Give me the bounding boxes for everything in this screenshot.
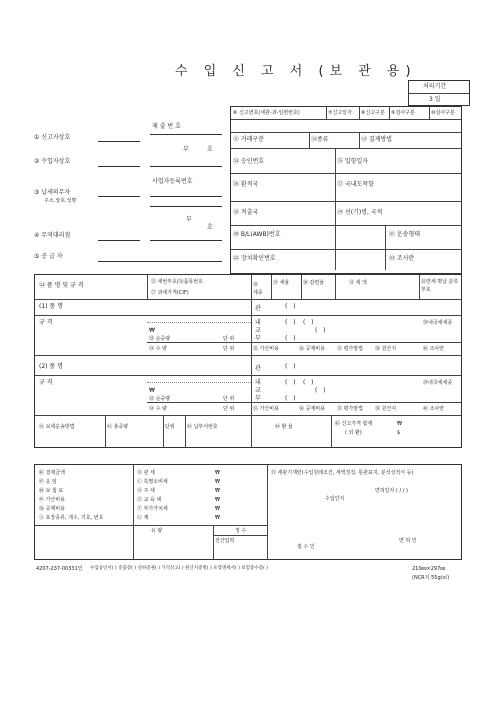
liquor-tax-label: Ⓓ 주 세 bbox=[137, 488, 155, 494]
item2-name: (2) 품 명 bbox=[39, 363, 63, 370]
currency-label: ( 외 환) bbox=[345, 430, 362, 436]
ho2-label: 호 bbox=[207, 224, 213, 231]
taxpayer-label: ③ 납세의무자 bbox=[34, 189, 71, 196]
paper-spec: (NCR지 55g/㎡) bbox=[412, 575, 450, 581]
taxpayer-sub-label: 주소.상호.성명 bbox=[44, 198, 77, 204]
item1-deduct-cost: ㊱ 공제비용 bbox=[299, 346, 325, 352]
domestic-port-label: ⑰ 국내도착항 bbox=[337, 181, 374, 188]
item1-bu: 부 bbox=[255, 335, 261, 342]
item1-research: ㊵ 조사란 bbox=[423, 346, 445, 352]
inspection-label: ㉓ 조사란 bbox=[389, 255, 415, 262]
won-3: ₩ bbox=[215, 488, 220, 494]
processing-period-box bbox=[408, 80, 470, 106]
declaration-no-label: ⑥ 신고번호(세관-과-일련번호) bbox=[233, 110, 300, 116]
vessel-label: ⑲ 선(기)명, 국적 bbox=[337, 209, 383, 216]
item2-gwan: 관 bbox=[255, 365, 261, 372]
item2-add-cost: ㉟ 가산비용 bbox=[253, 406, 279, 412]
rate-header: ㉙ 세율 bbox=[273, 280, 290, 286]
kind-label: ⑫종류 bbox=[311, 136, 329, 143]
tax-kind-header: ㉘ 세종 bbox=[253, 282, 263, 296]
page-title: 수 입 신 고 서 (보 관 용) bbox=[175, 64, 417, 79]
remarks-label: Ⓗ 세관기재란(수입원래조건, 세액징징, 통관표지, 분석성적서 등) bbox=[271, 470, 414, 476]
payment-method-label: ⑬ 결제방법 bbox=[361, 136, 393, 143]
education-tax-label: Ⓔ 교 육 세 bbox=[137, 497, 162, 503]
won-6: ₩ bbox=[215, 515, 220, 521]
item1-spec: 규 격 bbox=[39, 319, 53, 326]
item2-bu: 부 bbox=[255, 395, 261, 402]
inspection-type-label: ⑨검사구분 bbox=[391, 110, 415, 116]
paper-size: 210㎜×297㎜ bbox=[412, 566, 446, 572]
item2-nae: 내 bbox=[255, 379, 261, 386]
item2-go: 교 bbox=[255, 387, 261, 394]
item1-origin: ㊳ 원산지 bbox=[375, 346, 397, 352]
item1-go: 교 bbox=[255, 327, 261, 334]
item2-unit2: 단 위 bbox=[223, 406, 235, 412]
importer-label: ② 수입자상호 bbox=[34, 158, 71, 165]
declaration-type-label: ⑧신고구분 bbox=[361, 110, 385, 116]
item2-domestic-tax: ㊴내국세세종 bbox=[423, 380, 453, 386]
item2-research: ㊵ 조사란 bbox=[423, 406, 445, 412]
item2-eval: ㊲ 평가방법 bbox=[337, 406, 363, 412]
add-cost-label: ㊾ 가산비용 bbox=[39, 497, 65, 503]
won-4: ₩ bbox=[215, 497, 220, 503]
won-5: ₩ bbox=[215, 506, 220, 512]
item1-gwan: 관 bbox=[255, 305, 261, 312]
origin-country-label: ⑯ 환적국 bbox=[233, 181, 259, 188]
weight-unit-label: 단위 bbox=[165, 424, 175, 430]
reduction-header: ㉚ 감면율 bbox=[303, 280, 325, 286]
items-table: ㉔ 품 명 및 규 격 ㉕ 세번부호/㉖품목번호 ㉗ 과세가격(CIF) ㉘ 세종 ㉙ 세율 ㉚ 감면율 ㉛ 세 액 ㉜면세·명납 분류부호 (1) 품 명 관 ( ) 규 격 내 ( ) ( ) ㊴내국세세종 ₩ 교 ( ) ㉝ 순중량 단 위 부 ( ) ㉞ 수 량 단 위 ㉟ 가산비용 ㊱ 공제비용 ㊲ 평가방법 ㊳ 원산지 ㊵ 조사란 (2) 품 명 관 ( ) 규 격 내 ( ) ( ) ㊴내국세세종 ₩ 교 ( ) ㉝ 순중량 단 위 부 ( ) ㉞ 수 량 단 위 ㉟ 가산비용 ㊱ 공제비용 ㊲ 평가방법 ㊳ 원산지 ㊵ 조사란 ㊶ 보세운송방법 ㊷ 총중량 단위 ㊸ 납부서번호 ㊹ 환 율 ㊺ 신고가격 합계 ( 외 환) ₩ $ bbox=[34, 274, 462, 448]
agent-label: ④ 무역대리점 bbox=[34, 232, 71, 239]
submit-no-label: 제 출 번 호 bbox=[152, 123, 181, 130]
won-1: ₩ bbox=[215, 470, 220, 476]
freight-label: ㊼ 운 임 bbox=[39, 479, 57, 485]
won-sign: ₩ bbox=[397, 421, 402, 427]
bu2-label: 부 bbox=[186, 216, 192, 223]
deduct-cost-label: ㊿ 공제비용 bbox=[39, 506, 65, 512]
won-2: ₩ bbox=[215, 479, 220, 485]
tax-remarks-table bbox=[34, 464, 462, 560]
item1-name: (1) 품 명 bbox=[39, 303, 63, 310]
transport-label: ㉑ 운송형태 bbox=[389, 231, 421, 238]
item1-won: ₩ bbox=[149, 327, 155, 334]
vat-label: Ⓕ 부가가치세 bbox=[137, 506, 168, 512]
price-header: ㉗ 과세가격(CIF) bbox=[151, 290, 189, 296]
item1-eval: ㊲ 평가방법 bbox=[337, 346, 363, 352]
settle-amount-label: ㊻ 결제금액 bbox=[39, 470, 65, 476]
form-code: 4207-237-00331인 bbox=[36, 566, 83, 572]
item2-spec: 규 격 bbox=[39, 379, 53, 386]
computer-input-label: 전산입력 bbox=[215, 538, 235, 544]
item1-add-cost: ㉟ 가산비용 bbox=[253, 346, 279, 352]
tax-payment-no-label: ㊸ 납부서번호 bbox=[187, 424, 218, 430]
supplier-label: ⑤ 공 급 자 bbox=[34, 253, 63, 260]
period-value: 3 일 bbox=[429, 96, 441, 103]
item2-unit1: 단 위 bbox=[223, 396, 235, 402]
item1-unit2: 단 위 bbox=[223, 346, 235, 352]
ho-label: 호 bbox=[207, 146, 213, 153]
declared-total-label: ㊺ 신고가격 합계 bbox=[335, 421, 373, 427]
item1-nae: 내 bbox=[255, 319, 261, 326]
notice-label: 유 량 bbox=[151, 528, 163, 534]
item2-qty: ㉞ 수 량 bbox=[149, 406, 167, 412]
license-date-label: 면허일자 ( / / ) bbox=[375, 488, 408, 494]
item2-won: ₩ bbox=[149, 387, 155, 394]
exchange-rate-label: ㊹ 환 율 bbox=[275, 424, 293, 430]
biz-reg-no-label: 사업자등록번호 bbox=[152, 178, 193, 185]
exempt-header: ㉜면세·명납 분류부호 bbox=[421, 279, 459, 293]
correct-label: 정 수 bbox=[235, 528, 247, 534]
declaration-date-label: ⑦신고일자 bbox=[328, 110, 352, 116]
loading-country-label: ⑱ 적출국 bbox=[233, 209, 259, 216]
period-label: 처리기간 bbox=[423, 83, 447, 90]
attached-docs: 수입승인서( ) 송품장( ) 선하증권( ) 가격신고( ) 원산지증명( ) 포장명세서( ) 보험증수증( ) bbox=[90, 566, 268, 571]
item1-domestic-tax: ㊴내국세세종 bbox=[423, 320, 453, 326]
declaration-info-table bbox=[230, 106, 462, 274]
bl-no-label: ⑳ B/L(AWB)번호 bbox=[233, 231, 281, 238]
packing-label: Ⓐ 포장종류, 개수, 기호, 번호 bbox=[39, 515, 104, 521]
item2-origin: ㊳ 원산지 bbox=[375, 406, 397, 412]
trade-type-label: ⑪ 거래구분 bbox=[233, 136, 265, 143]
receipt-stamp-label: 수입인지 bbox=[325, 496, 345, 502]
license-label: 면 허 인 bbox=[399, 538, 417, 544]
special-tax-label: Ⓒ 특별소비세 bbox=[137, 479, 168, 485]
name-spec-header: ㉔ 품 명 및 규 격 bbox=[39, 282, 84, 289]
declarant-label: ① 신고자상호 bbox=[34, 134, 71, 141]
review-type-label: ⑩심사구분 bbox=[431, 110, 455, 116]
insurance-label: ㊽ 보 험 료 bbox=[39, 488, 64, 494]
storage-label: ㉒ 장치확인번호 bbox=[233, 255, 276, 262]
item1-unit1: 단 위 bbox=[223, 336, 235, 342]
entry-date-label: ⑮ 입항일자 bbox=[337, 158, 369, 165]
tax-amount-header: ㉛ 세 액 bbox=[349, 280, 367, 286]
customs-duty-label: Ⓑ 관 세 bbox=[137, 470, 155, 476]
receiver-label: 접 수 인 bbox=[297, 544, 315, 550]
approval-no-label: ⑭ 승인번호 bbox=[233, 158, 265, 165]
dollar-sign: $ bbox=[397, 430, 401, 436]
item2-weight: ㉝ 순중량 bbox=[149, 396, 171, 402]
total-tax-label: Ⓖ 계 bbox=[137, 515, 149, 521]
item1-qty: ㉞ 수 량 bbox=[149, 346, 167, 352]
total-weight-label: ㊷ 총중량 bbox=[107, 424, 129, 430]
bonded-transport-label: ㊶ 보세운송방법 bbox=[39, 424, 75, 430]
item2-deduct-cost: ㊱ 공제비용 bbox=[299, 406, 325, 412]
hs-header: ㉕ 세번부호/㉖품목번호 bbox=[151, 279, 203, 285]
bu-label: 부 bbox=[183, 146, 189, 153]
item1-weight: ㉝ 순중량 bbox=[149, 336, 171, 342]
